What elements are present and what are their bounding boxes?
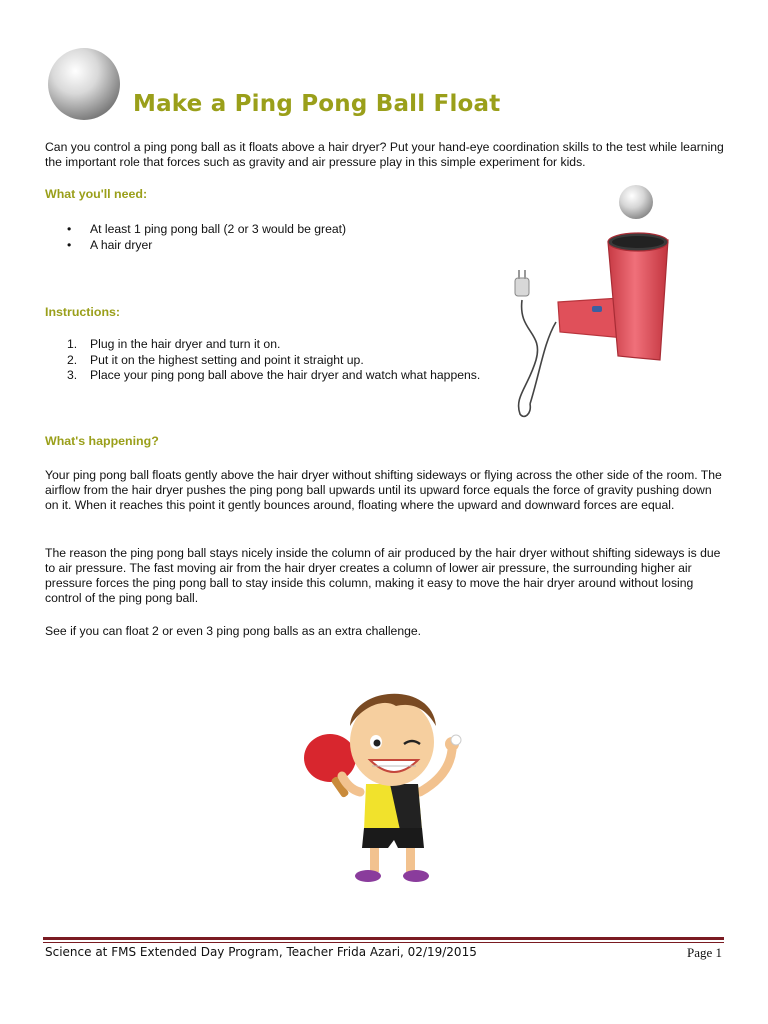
kid-with-paddle-illustration [300, 672, 470, 890]
need-list [45, 222, 346, 253]
page-number: Page 1 [686, 945, 722, 960]
list-item: • A hair dryer [67, 237, 153, 252]
happening-paragraph-1: Your ping pong ball floats gently above the hair dryer without shifting sideways or flying across the other side of the room. The airflow from the hair dryer pushes the ping pong ball upwards until its upward force equals the force of gravity pushing down on it. When it reaches this point it gently bounces around, floating where the upward and downward forces are equal. [45, 468, 722, 512]
list-item: 3. Place your ping pong ball above the hair dryer and watch what happens. [67, 368, 481, 382]
page-title: Make a Ping Pong Ball Float [133, 91, 501, 117]
happening-paragraph-3: See if you can float 2 or even 3 ping pong balls as an extra challenge. [45, 624, 422, 638]
list-item: • At least 1 ping pong ball (2 or 3 would be great) [67, 222, 347, 236]
happening-paragraph-2: The reason the ping pong ball stays nicely inside the column of air produced by the hair dryer without shifting sideways is due to air pressure. The fast moving air from the hair dryer creates a column of lower air pressure, the surrounding higher air pressure forces the ping pong ball to stay inside this column, making it easy to move the hair dryer around without losing control of the ping pong ball. [45, 546, 721, 605]
intro-paragraph: Can you control a ping pong ball as it floats above a hair dryer? Put your hand-eye coordination skills to the test while learning the important role that forces such as gravity and air pressure play in this simple experiment for kids. [45, 140, 724, 169]
instructions-list [45, 337, 480, 384]
need-heading: What you'll need: [45, 187, 148, 201]
list-item: 2. Put it on the highest setting and point it straight up. [67, 352, 364, 367]
ping-pong-ball-icon [46, 46, 122, 122]
list-item: 1. Plug in the hair dryer and turn it on. [67, 337, 281, 351]
footer-divider [43, 937, 724, 940]
happening-heading: What's happening? [45, 434, 159, 448]
footer-divider-thin [43, 942, 724, 943]
footer-credit: Science at FMS Extended Day Program, Teacher Frida Azari, 02/19/2015 [45, 945, 477, 959]
hair-dryer-illustration [500, 182, 680, 422]
instructions-heading: Instructions: [45, 305, 121, 319]
